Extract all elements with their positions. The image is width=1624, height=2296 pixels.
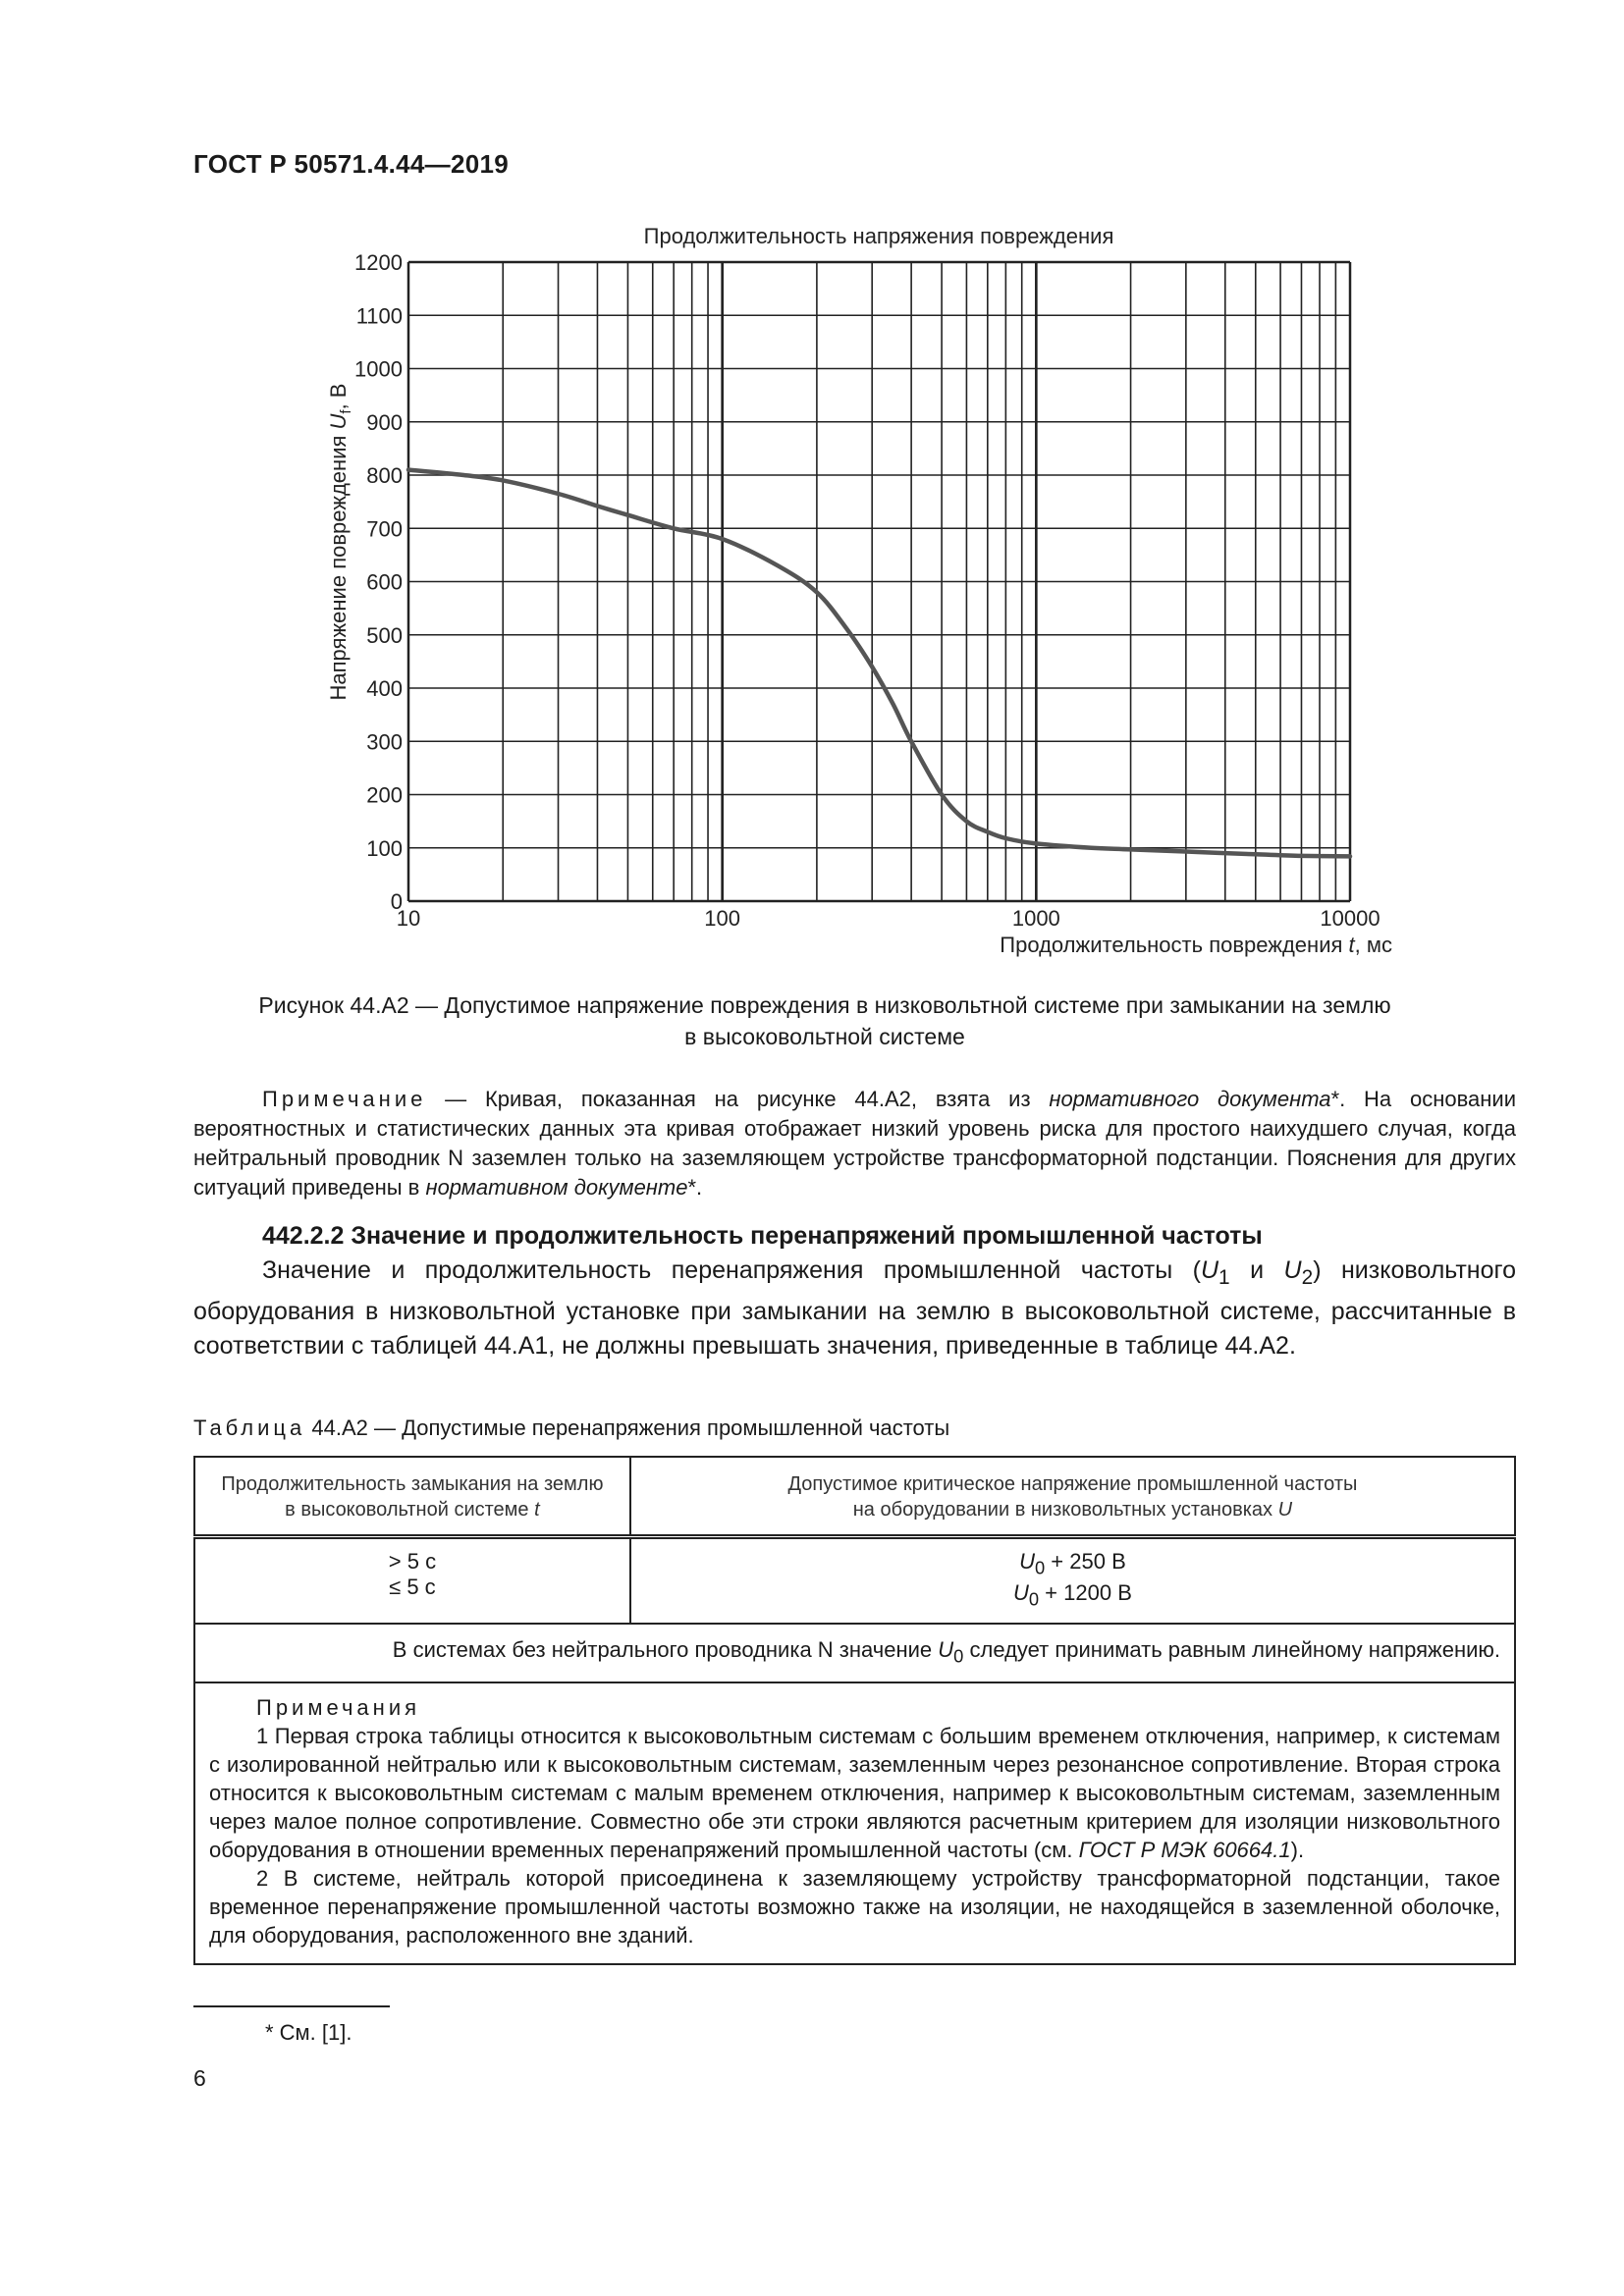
neutral-note-cell: В системах без нейтрального проводника N значение $U_0$ следует принимать равным линейному напряжению. — [194, 1624, 1515, 1682]
footnote: * См. [1]. — [265, 2020, 352, 2045]
table-header-row — [194, 1457, 1515, 1537]
table-note-2: 2 В системе, нейтраль которой присоединена к заземляющему устройству трансформаторной подстанции, такое временное перенапряжение промышленной частоты возможно также на изоляции, не находящейся в заземленной оболочке, для оборудования, расположенного вне зданий. — [209, 1866, 1500, 1949]
section-title: 442.2.2 Значение и продолжительность перенапряжений промышленной частоты — [262, 1222, 1263, 1250]
y-tick-label: 500 — [366, 622, 403, 648]
y-tick-label: 600 — [366, 569, 403, 595]
y-tick-label: 100 — [366, 835, 403, 861]
y-tick-label: 800 — [366, 463, 403, 488]
note-label: Примечание — [262, 1087, 427, 1111]
section-442-2-2 — [193, 1219, 1516, 1363]
section-body: Значение и продолжительность перенапряжения промышленной частоты ($U_1$ и $U_2$) низковольтного оборудования в низковольтной установке при замыкании на землю в высоковольтной системе, рассчитанные в соответствии с таблицей 44.А1, не должны превышать значения, приведенные в таблице 44.А2. — [193, 1256, 1516, 1360]
voltage-cell: $U_0 + 250$ В $U_0 + 1200$ В — [630, 1537, 1515, 1624]
table-caption: Таблица 44.А2 — Допустимые перенапряжения промышленной частоты — [193, 1415, 950, 1440]
table-notes-cell — [194, 1682, 1515, 1964]
figure-caption-line1: Рисунок 44.А2 — Допустимое напряжение повреждения в низковольтной системе при замыкании на землю — [258, 992, 1391, 1018]
table-notes-label: Примечания — [256, 1695, 421, 1721]
y-tick-labels — [354, 250, 403, 914]
x-tick-labels — [397, 906, 1380, 931]
figure-caption-line2: в высоковольтной системе — [684, 1024, 965, 1049]
table-header-duration: Продолжительность замыкания на землю в высоковольтной системе t — [194, 1457, 630, 1537]
y-tick-label: 1000 — [354, 356, 403, 382]
y-axis-label: Напряжение повреждения $U_f$, В — [326, 383, 354, 701]
x-axis-label: Продолжительность повреждения t, мс — [1000, 933, 1392, 957]
table-header-voltage: Допустимое критическое напряжение промышленной частоты на оборудовании в низковольтных установках U — [630, 1457, 1515, 1537]
y-tick-label: 0 — [390, 889, 403, 914]
table-row — [194, 1537, 1515, 1624]
overvoltage-table — [193, 1456, 1516, 1965]
document-header: ГОСТ Р 50571.4.44—2019 — [193, 149, 509, 179]
y-tick-label: 700 — [366, 516, 403, 542]
x-tick-label: 10000 — [1320, 906, 1380, 931]
chart-title: Продолжительность напряжения повреждения — [643, 224, 1114, 248]
y-tick-label: 400 — [366, 676, 403, 701]
x-tick-label: 10 — [396, 906, 421, 931]
y-tick-label: 200 — [366, 782, 403, 808]
table-row — [194, 1682, 1515, 1964]
page-number: 6 — [193, 2065, 206, 2091]
y-tick-label: 1200 — [354, 250, 403, 275]
duration-cell: > 5 с ≤ 5 с — [194, 1537, 630, 1624]
fault-voltage-chart — [295, 221, 1424, 967]
footnote-separator — [193, 2005, 390, 2007]
chart-grid — [408, 262, 1350, 901]
y-tick-label: 1100 — [355, 303, 403, 329]
y-tick-label: 900 — [366, 409, 403, 435]
y-tick-label: 300 — [366, 729, 403, 755]
table-note-1: 1 Первая строка таблицы относится к высоковольтным системам с большим временем отключения, например, к системам с изолированной нейтралью или к высоковольтным системам, заземленным через резонансное сопротивление. Вторая строка относится к высоковольтным системам с малым временем отключения, например к высоковольтным системам, заземленным через малое полное сопротивление. Совместно обе эти строки являются расчетным критерием для изоляции низковольтного оборудования в отношении временных перенапряжений промышленной частоты (см. ГОСТ Р МЭК 60664.1). — [209, 1724, 1500, 1863]
x-tick-label: 1000 — [1011, 906, 1060, 931]
x-tick-label: 100 — [704, 906, 741, 931]
table-row — [194, 1624, 1515, 1682]
figure-caption — [187, 989, 1463, 1052]
figure-note: Примечание — Кривая, показанная на рисунке 44.А2, взята из нормативного документа*. На основании вероятностных и статистических данных эта кривая отображает низкий уровень риска для простого наихудшего случая, когда нейтральный проводник N заземлен только на заземляющем устройстве трансформаторной подстанции. Пояснения для других ситуаций приведены в нормативном документе*. — [193, 1087, 1517, 1200]
